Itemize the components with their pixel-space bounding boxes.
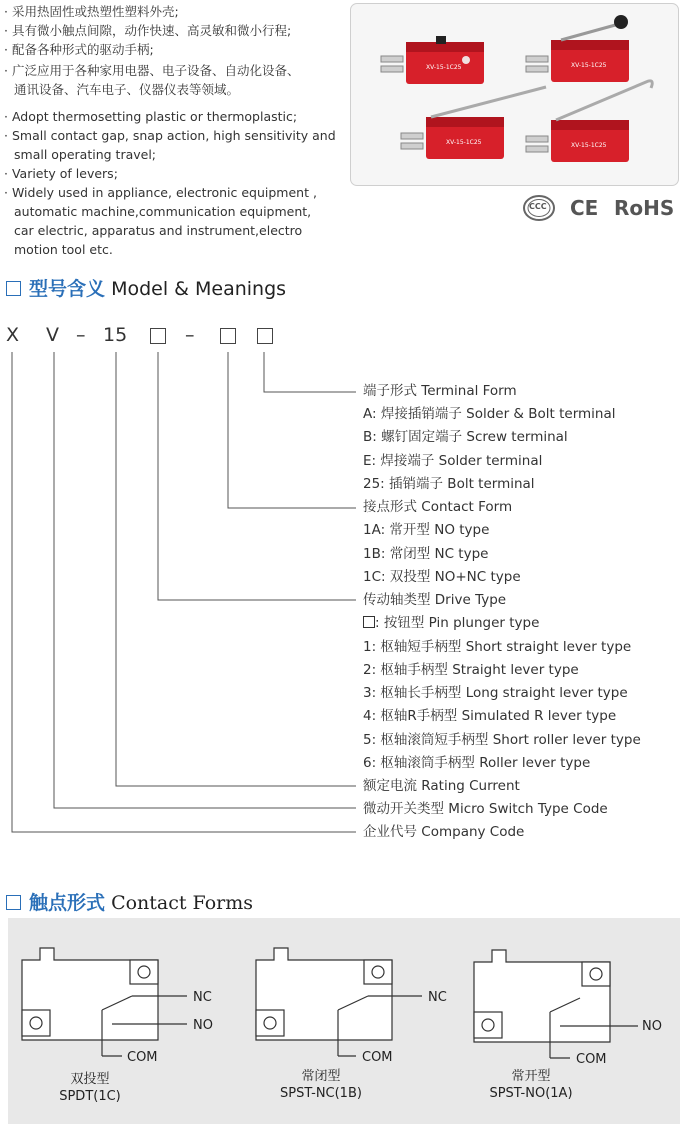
square-icon	[6, 895, 21, 910]
label-contact-form: 接点形式 Contact Form	[363, 499, 513, 515]
feature-cn-1: · 采用热固性或热塑性塑料外壳;	[4, 4, 179, 19]
label-company-code: 企业代号 Company Code	[363, 824, 525, 840]
feature-en-4: · Widely used in appliance, electronic equipment ,	[4, 185, 317, 200]
label-drive-1: 1: 枢轴短手柄型 Short straight lever type	[363, 639, 632, 655]
label-terminal-b: B: 螺钉固定端子 Screw terminal	[363, 429, 568, 445]
spdt-nc-label: NC	[193, 990, 212, 1005]
ccc-mark-icon: CCC	[523, 195, 555, 221]
feature-en-3: · Variety of levers;	[4, 166, 118, 181]
svg-text:XV-15-1C25: XV-15-1C25	[426, 64, 462, 71]
feature-en-1: · Adopt thermosetting plastic or thermoplastic;	[4, 109, 298, 124]
label-type-code: 微动开关类型 Micro Switch Type Code	[363, 801, 608, 817]
code-15: 15	[103, 324, 128, 346]
code-dash-1: –	[76, 324, 86, 346]
label-terminal-25: 25: 插销端子 Bolt terminal	[363, 476, 535, 492]
spst-no-diagram	[474, 950, 638, 1058]
rohs-mark: RoHS	[614, 196, 675, 220]
square-icon	[363, 616, 375, 628]
code-x: X	[6, 324, 20, 346]
model-section-title: 型号含义 Model & Meanings	[6, 274, 286, 301]
svg-text:XV-15-1C25: XV-15-1C25	[571, 62, 607, 69]
code-dash-2: –	[185, 324, 195, 346]
label-contact-1a: 1A: 常开型 NO type	[363, 522, 490, 538]
feature-en-2: · Small contact gap, snap action, high sensitivity and	[4, 128, 336, 143]
label-drive-type: 传动轴类型 Drive Type	[363, 592, 507, 608]
label-contact-1b: 1B: 常闭型 NC type	[363, 546, 489, 562]
ce-mark: CE	[570, 196, 599, 220]
svg-text:XV-15-1C25: XV-15-1C25	[571, 142, 607, 149]
label-drive-2: 2: 枢轴手柄型 Straight lever type	[363, 662, 579, 678]
nc-nc-label: NC	[428, 990, 447, 1005]
feature-cn-2: · 具有微小触点间隙，动作快速、高灵敏和微小行程;	[4, 23, 292, 38]
svg-text:XV-15-1C25: XV-15-1C25	[446, 139, 482, 146]
code-v: V	[46, 324, 59, 346]
no-no-label: NO	[642, 1019, 662, 1034]
nc-com-label: COM	[362, 1050, 393, 1065]
label-drive-4: 4: 枢轴R手柄型 Simulated R lever type	[363, 708, 617, 724]
spdt-caption: 双投型 SPDT(1C)	[59, 1072, 121, 1104]
label-drive-5: 5: 枢轴滚筒短手柄型 Short roller lever type	[363, 732, 641, 748]
label-drive-6: 6: 枢轴滚筒手柄型 Roller lever type	[363, 755, 591, 771]
no-com-label: COM	[576, 1052, 607, 1067]
feature-cn-3: · 配备各种形式的驱动手柄;	[4, 42, 154, 57]
label-terminal-form: 端子形式 Terminal Form	[363, 383, 517, 399]
spst-nc-caption: 常闭型 SPST-NC(1B)	[280, 1069, 362, 1101]
contact-section-title: 触点形式 Contact Forms	[6, 888, 253, 915]
feature-en-2-cont: small operating travel;	[14, 147, 157, 162]
spst-no-caption: 常开型 SPST-NO(1A)	[489, 1069, 573, 1101]
feature-en-4-cont-3: motion tool etc.	[14, 242, 113, 257]
label-contact-1c: 1C: 双投型 NO+NC type	[363, 569, 521, 585]
spdt-com-label: COM	[127, 1050, 158, 1065]
spdt-diagram	[22, 948, 187, 1056]
label-drive-pin: : 按钮型 Pin plunger type	[363, 614, 539, 632]
label-terminal-a: A: 焊接插销端子 Solder & Bolt terminal	[363, 406, 616, 422]
feature-cn-4-cont: 通讯设备、汽车电子、仪器仪表等领域。	[14, 82, 240, 97]
label-terminal-e: E: 焊接端子 Solder terminal	[363, 453, 543, 469]
label-rating-current: 额定电流 Rating Current	[363, 778, 520, 794]
feature-cn-4: · 广泛应用于各种家用电器、电子设备、自动化设备、	[4, 63, 300, 78]
label-drive-3: 3: 枢轴长手柄型 Long straight lever type	[363, 685, 628, 701]
feature-en-4-cont-2: car electric, apparatus and instrument,electro	[14, 223, 303, 238]
spdt-no-label: NO	[193, 1018, 213, 1033]
spst-nc-diagram	[256, 948, 422, 1056]
feature-en-4-cont-1: automatic machine,communication equipment,	[14, 204, 312, 219]
